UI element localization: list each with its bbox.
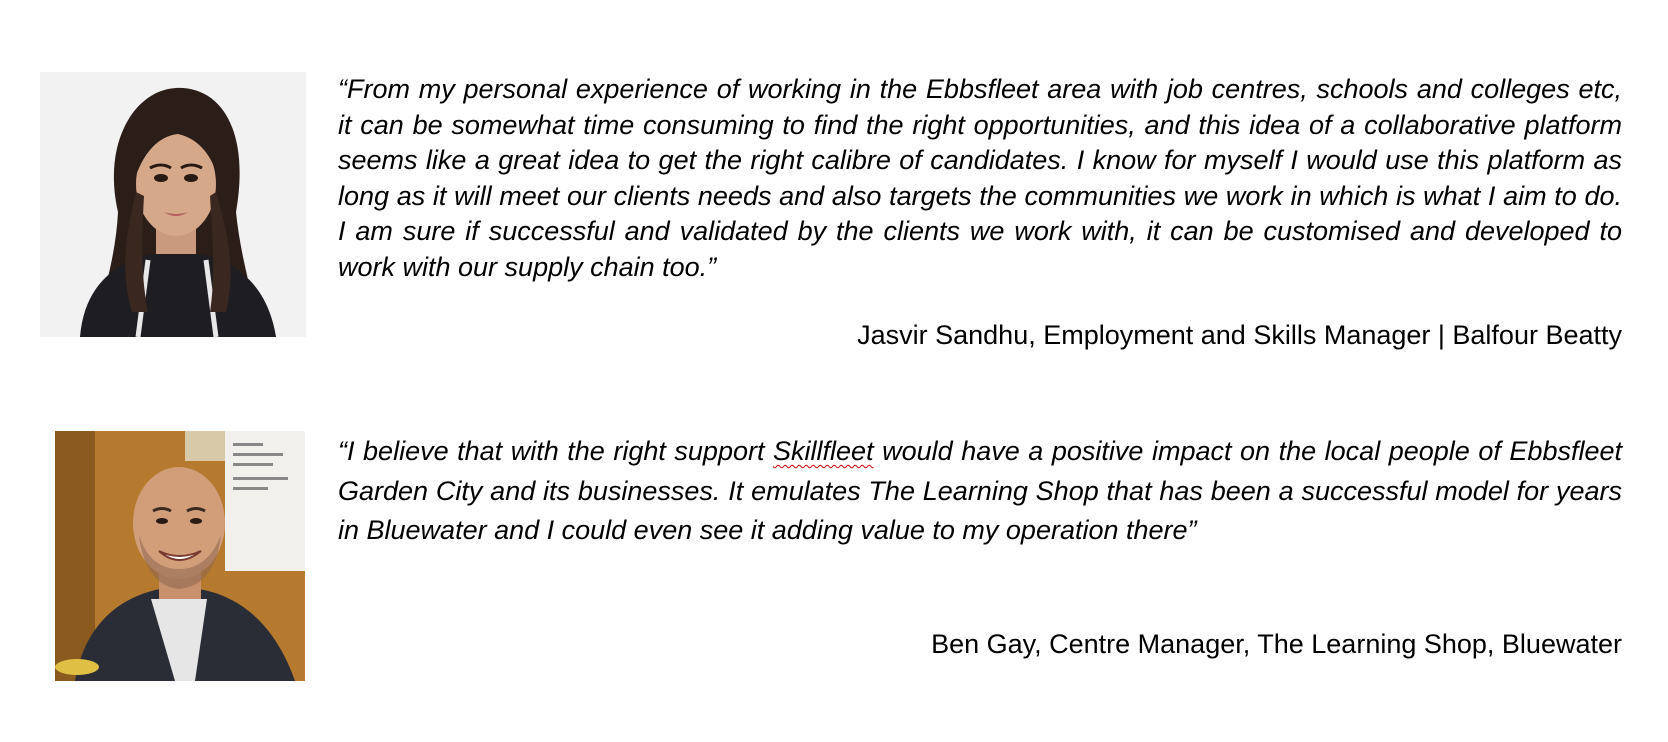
man-portrait-photo — [55, 431, 305, 681]
testimonial-attribution: Ben Gay, Centre Manager, The Learning Shop, Bluewater — [931, 629, 1622, 659]
testimonial-attribution: Jasvir Sandhu, Employment and Skills Manager | Balfour Beatty — [857, 320, 1622, 350]
spellcheck-flagged-word[interactable]: Skillfleet — [773, 436, 874, 466]
testimonial-quote: “From my personal experience of working in the Ebbsfleet area with job centres, schools and colleges etc, it can be somewhat time consuming to find the right opportunities, and this idea of a collaborative platform seems like a great idea to get the right calibre of candidates. I know for myself I would use this platform as long as it will meet our clients needs and also targets the communities we work in which is what I aim to do. I am sure if successful and validated by the clients we work with, it can be customised and developed to work with our supply chain too.” — [338, 74, 1622, 282]
quote-text-start: “I believe that with the right support — [338, 436, 774, 466]
testimonial-quote — [338, 432, 1622, 551]
woman-portrait-photo — [40, 72, 306, 337]
quote-text-end: would have a positive impact on the local people of Ebbsfleet Garden City and its businesses. It emulates The Learning Shop that has been a successful model for years in Bluewater and I could even see it adding value to my operation there” — [338, 436, 1622, 545]
